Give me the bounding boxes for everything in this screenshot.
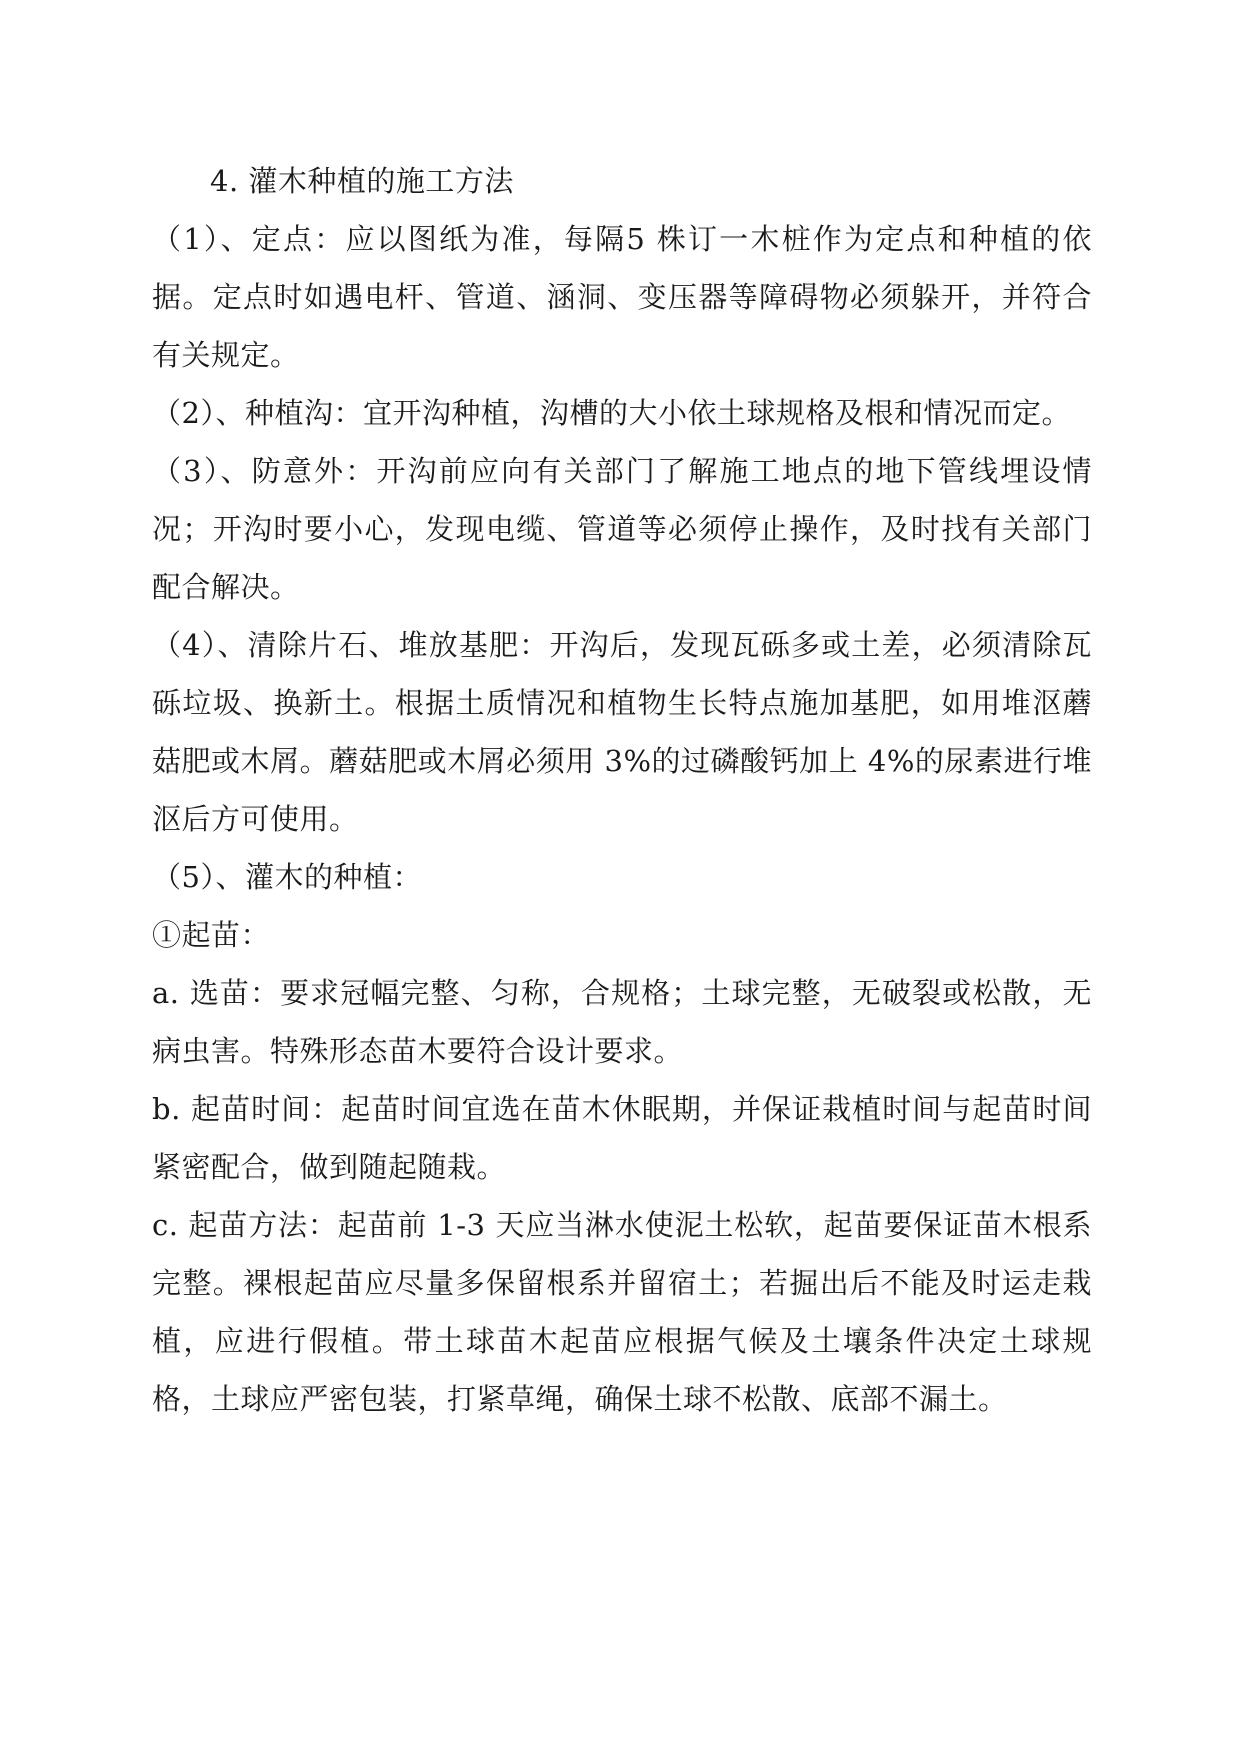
- section-heading: 4. 灌木种植的施工方法: [210, 164, 514, 198]
- document-body: [152, 152, 1092, 1428]
- paragraph-seedling-lifting: ①起苗：: [152, 918, 271, 952]
- paragraph-clearing-and-fertilizer: （4）、清除片石、堆放基肥：开沟后，发现瓦砾多或土差，必须清除瓦砾垃圾、换新土。根据土质情况和植物生长特点施加基肥，如用堆沤蘑菇肥或木屑。蘑菇肥或木屑必须用 3%的过磷酸钙加上 4%的尿素进行堆沤后方可使用。: [152, 628, 1092, 836]
- paragraph-planting-trench: （2）、种植沟：宜开沟种植，沟槽的大小依土球规格及根和情况而定。: [152, 396, 1071, 430]
- paragraph-positioning: （1）、定点：应以图纸为准，每隔5 株订一木桩作为定点和种植的依据。定点时如遇电杆、管道、涵洞、变压器等障碍物必须躲开，并符合有关规定。: [152, 222, 1092, 372]
- paragraph-lifting-time: b. 起苗时间：起苗时间宜选在苗木休眠期，并保证栽植时间与起苗时间紧密配合，做到随起随栽。: [152, 1092, 1092, 1184]
- paragraph-seedling-selection: a. 选苗：要求冠幅完整、匀称，合规格；土球完整，无破裂或松散，无病虫害。特殊形态苗木要符合设计要求。: [152, 976, 1092, 1068]
- paragraph-accident-prevention: （3）、防意外：开沟前应向有关部门了解施工地点的地下管线埋设情况；开沟时要小心，发现电缆、管道等必须停止操作，及时找有关部门配合解决。: [152, 454, 1092, 604]
- paragraph-lifting-method: c. 起苗方法：起苗前 1-3 天应当淋水使泥土松软，起苗要保证苗木根系完整。裸根起苗应尽量多保留根系并留宿土；若掘出后不能及时运走栽植，应进行假植。带土球苗木起苗应根据气候及土壤条件决定土球规格，土球应严密包装，打紧草绳，确保土球不松散、底部不漏土。: [152, 1208, 1092, 1416]
- paragraph-shrub-planting: （5）、灌木的种植：: [152, 860, 422, 894]
